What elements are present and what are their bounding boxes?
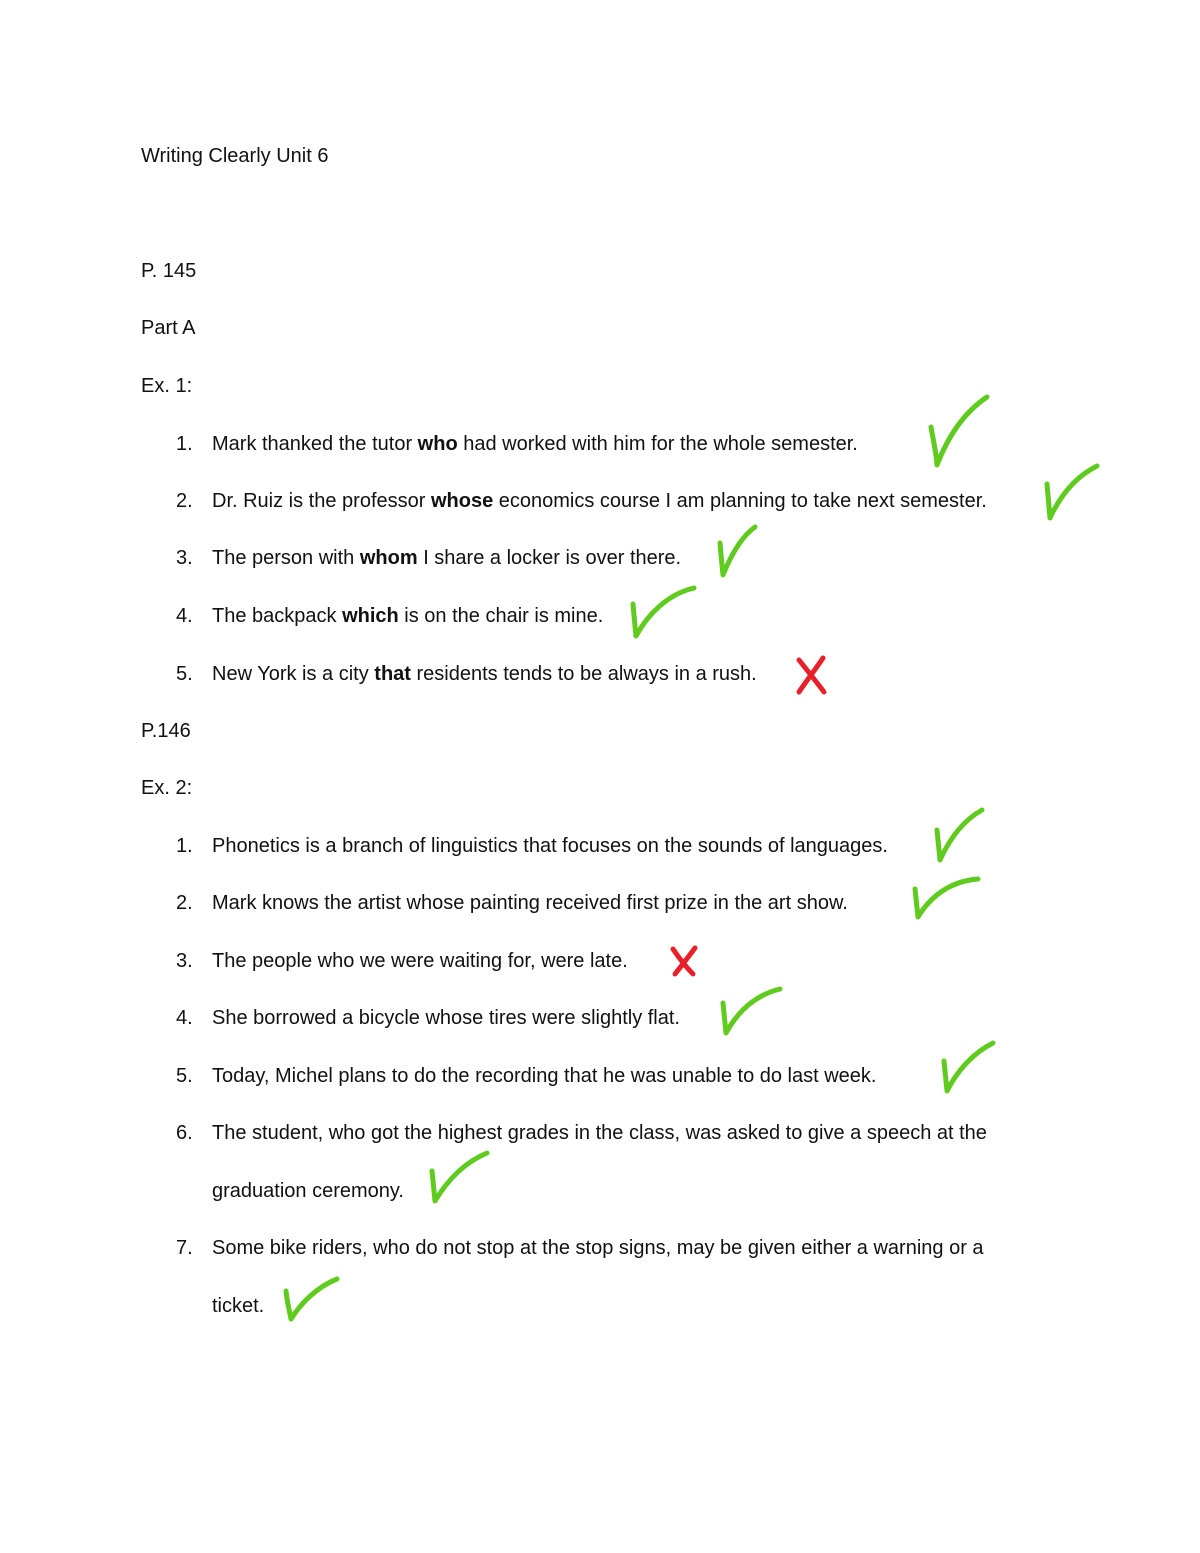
item-number: 5. (176, 663, 193, 685)
item-number: 5. (176, 1065, 193, 1087)
item-number: 6. (176, 1122, 193, 1144)
exercise-1-label: Ex. 1: (141, 375, 193, 397)
check-mark-icon (427, 1149, 491, 1207)
check-mark-icon (715, 523, 759, 581)
relative-pronoun: whose (430, 490, 494, 512)
relative-pronoun: that (374, 663, 411, 685)
relative-pronoun: which (342, 605, 399, 627)
check-mark-icon (939, 1039, 997, 1097)
item-number: 2. (176, 490, 193, 512)
check-mark-icon (925, 393, 991, 471)
sentence-text: She borrowed a bicycle whose tires were slightly flat. (212, 1007, 680, 1029)
relative-pronoun: whom (359, 547, 418, 569)
item-number: 3. (176, 547, 193, 569)
item-number: 4. (176, 1007, 193, 1029)
item-number: 1. (176, 835, 193, 857)
sentence-text: The student, who got the highest grades in the class, was asked to give a speech at the (212, 1122, 987, 1144)
check-mark-icon (910, 873, 982, 921)
relative-pronoun: who (417, 433, 458, 455)
cross-mark-icon (667, 944, 701, 978)
check-mark-icon (1041, 462, 1101, 524)
sentence-text: Today, Michel plans to do the recording that he was unable to do last week. (212, 1065, 877, 1087)
cross-mark-icon (793, 654, 829, 696)
sentence-continuation: graduation ceremony. (212, 1180, 404, 1202)
sentence-text: The backpack which is on the chair is mine. (212, 605, 604, 627)
document-title: Writing Clearly Unit 6 (141, 145, 329, 167)
sentence-text: Phonetics is a branch of linguistics that focuses on the sounds of languages. (212, 835, 888, 857)
page-reference-145: P. 145 (141, 260, 197, 282)
check-mark-icon (718, 985, 784, 1037)
item-number: 7. (176, 1237, 193, 1259)
exercise-2-label: Ex. 2: (141, 777, 193, 799)
sentence-text: Dr. Ruiz is the professor whose economics course I am planning to take next semester. (212, 490, 987, 512)
item-number: 4. (176, 605, 193, 627)
page-reference-146: P.146 (141, 720, 191, 742)
sentence-text: Some bike riders, who do not stop at the stop signs, may be given either a warning or a (212, 1237, 984, 1259)
item-number: 3. (176, 950, 193, 972)
check-mark-icon (628, 584, 698, 642)
item-number: 2. (176, 892, 193, 914)
sentence-text: Mark knows the artist whose painting received first prize in the art show. (212, 892, 848, 914)
sentence-continuation: ticket. (212, 1295, 265, 1317)
sentence-text: New York is a city that residents tends to be always in a rush. (212, 663, 757, 685)
sentence-text: Mark thanked the tutor who had worked with him for the whole semester. (212, 433, 858, 455)
part-label: Part A (141, 317, 196, 339)
sentence-text: The person with whom I share a locker is over there. (212, 547, 682, 569)
sentence-text: The people who we were waiting for, were late. (212, 950, 628, 972)
item-number: 1. (176, 433, 193, 455)
check-mark-icon (932, 806, 986, 864)
check-mark-icon (281, 1275, 341, 1325)
